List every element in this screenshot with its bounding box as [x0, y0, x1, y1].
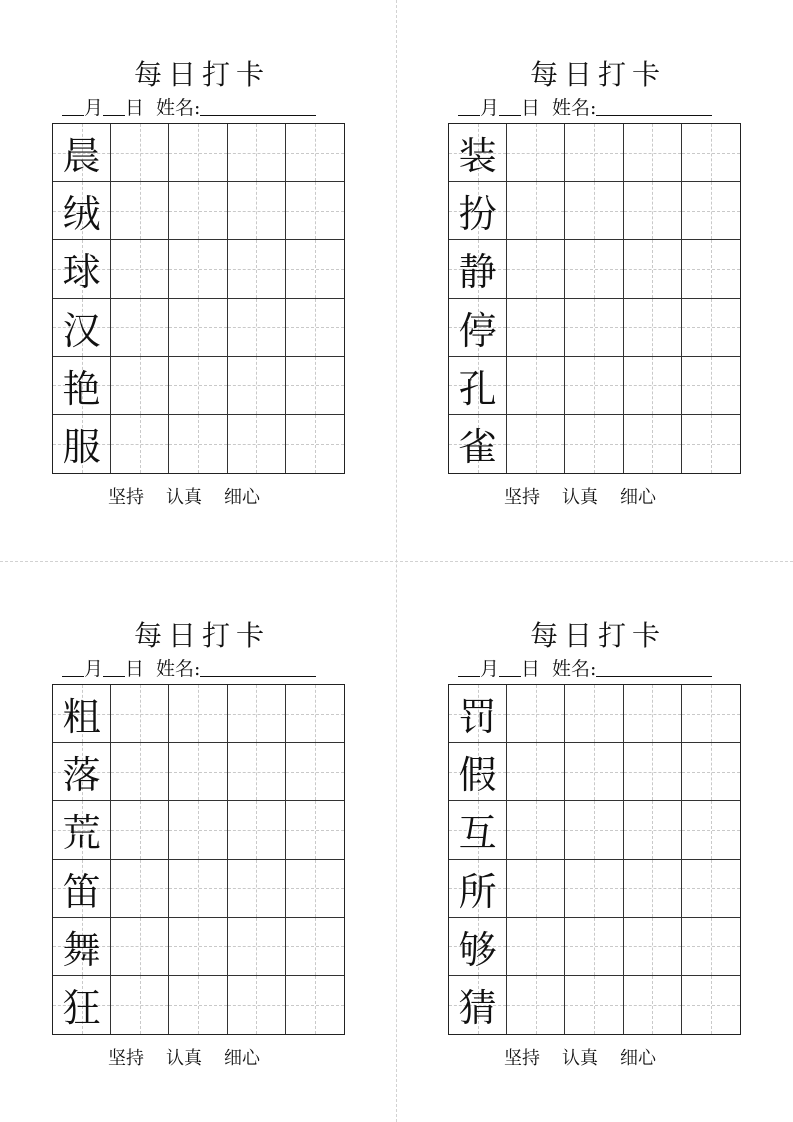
practice-cell[interactable]: [507, 918, 565, 976]
practice-cell[interactable]: [111, 801, 169, 859]
name-label: 姓名:: [552, 658, 597, 680]
practice-cell[interactable]: [624, 976, 682, 1034]
month-label: 月: [480, 97, 500, 119]
practice-cell[interactable]: [565, 801, 623, 859]
practice-cell[interactable]: [507, 685, 565, 743]
motto-word: 坚持: [504, 1048, 540, 1069]
practice-cell[interactable]: [286, 801, 344, 859]
motto-word: 认真: [562, 1048, 598, 1069]
model-character-cell: [449, 685, 507, 743]
practice-cell[interactable]: [507, 124, 565, 182]
practice-cell[interactable]: [507, 415, 565, 473]
practice-cell[interactable]: [624, 299, 682, 357]
practice-cell[interactable]: [286, 240, 344, 298]
practice-cell[interactable]: [565, 685, 623, 743]
motto-word: 细心: [620, 1048, 656, 1069]
practice-cell[interactable]: [286, 743, 344, 801]
practice-cell[interactable]: [682, 357, 740, 415]
month-blank[interactable]: [458, 95, 480, 116]
practice-cell[interactable]: [624, 743, 682, 801]
motto-word: 细心: [224, 487, 260, 508]
practice-cell[interactable]: [507, 240, 565, 298]
practice-cell[interactable]: [228, 743, 286, 801]
model-character: 笛: [62, 869, 101, 914]
checkin-card: [52, 57, 352, 517]
practice-cell[interactable]: [228, 685, 286, 743]
model-character: 绒: [62, 192, 101, 237]
practice-cell[interactable]: [565, 124, 623, 182]
model-character: 够: [458, 927, 497, 972]
motto-word: 坚持: [108, 487, 144, 508]
practice-cell[interactable]: [228, 860, 286, 918]
model-character: 晨: [62, 134, 101, 179]
model-character: 静: [458, 250, 497, 295]
model-character: 停: [458, 308, 497, 353]
motto-line: [108, 485, 348, 511]
month-blank[interactable]: [62, 656, 84, 677]
motto-line: [504, 1046, 744, 1072]
model-character-cell: [53, 801, 111, 859]
practice-cell[interactable]: [169, 918, 227, 976]
day-label: 日: [125, 658, 145, 680]
name-label: 姓名:: [552, 97, 597, 119]
practice-cell[interactable]: [111, 240, 169, 298]
model-character: 猜: [458, 986, 497, 1031]
card-title: 每日打卡: [529, 619, 666, 652]
checkin-card: [52, 618, 352, 1078]
practice-cell[interactable]: [169, 124, 227, 182]
practice-cell[interactable]: [111, 182, 169, 240]
practice-cell[interactable]: [111, 918, 169, 976]
model-character-cell: [53, 860, 111, 918]
practice-cell[interactable]: [169, 299, 227, 357]
motto-line: [108, 1046, 348, 1072]
motto-line: [504, 485, 744, 511]
practice-cell[interactable]: [624, 918, 682, 976]
model-character-cell: [449, 299, 507, 357]
practice-cell[interactable]: [286, 299, 344, 357]
model-character-cell: [449, 860, 507, 918]
practice-cell[interactable]: [169, 976, 227, 1034]
day-blank[interactable]: [499, 95, 521, 116]
practice-cell[interactable]: [682, 743, 740, 801]
model-character-cell: [449, 801, 507, 859]
practice-grid: [52, 684, 345, 1035]
model-character-cell: [53, 743, 111, 801]
practice-cell[interactable]: [169, 415, 227, 473]
model-character-cell: [449, 182, 507, 240]
practice-cell[interactable]: [507, 182, 565, 240]
name-label: 姓名:: [156, 658, 201, 680]
model-character: 孔: [458, 366, 497, 411]
practice-cell[interactable]: [286, 357, 344, 415]
practice-cell[interactable]: [111, 357, 169, 415]
model-character: 落: [62, 753, 101, 798]
model-character: 罚: [458, 695, 497, 740]
practice-cell[interactable]: [286, 918, 344, 976]
date-name-line: [62, 656, 354, 682]
model-character: 装: [458, 134, 497, 179]
month-blank[interactable]: [62, 95, 84, 116]
model-character: 服: [62, 425, 101, 470]
motto-word: 细心: [620, 487, 656, 508]
practice-cell[interactable]: [682, 976, 740, 1034]
practice-cell[interactable]: [624, 124, 682, 182]
practice-cell[interactable]: [111, 299, 169, 357]
practice-cell[interactable]: [565, 182, 623, 240]
practice-cell[interactable]: [111, 976, 169, 1034]
practice-cell[interactable]: [565, 415, 623, 473]
practice-cell[interactable]: [565, 240, 623, 298]
day-label: 日: [521, 658, 541, 680]
practice-cell[interactable]: [507, 743, 565, 801]
model-character-cell: [53, 299, 111, 357]
day-label: 日: [125, 97, 145, 119]
model-character-cell: [53, 685, 111, 743]
name-blank[interactable]: [596, 656, 712, 677]
model-character: 所: [458, 869, 497, 914]
practice-cell[interactable]: [682, 124, 740, 182]
practice-cell[interactable]: [507, 860, 565, 918]
model-character-cell: [449, 415, 507, 473]
model-character-cell: [449, 743, 507, 801]
date-name-line: [458, 95, 750, 121]
model-character-cell: [53, 124, 111, 182]
practice-cell[interactable]: [286, 415, 344, 473]
name-blank[interactable]: [200, 95, 316, 116]
model-character-cell: [449, 124, 507, 182]
date-name-line: [62, 95, 354, 121]
practice-cell[interactable]: [624, 860, 682, 918]
card-title: 每日打卡: [529, 58, 666, 91]
practice-cell[interactable]: [565, 860, 623, 918]
model-character-cell: [53, 357, 111, 415]
practice-cell[interactable]: [169, 685, 227, 743]
practice-cell[interactable]: [111, 685, 169, 743]
card-title: 每日打卡: [133, 619, 270, 652]
practice-cell[interactable]: [507, 357, 565, 415]
model-character: 荒: [62, 811, 101, 856]
practice-cell[interactable]: [286, 182, 344, 240]
model-character: 雀: [458, 425, 497, 470]
practice-cell[interactable]: [682, 299, 740, 357]
model-character-cell: [449, 240, 507, 298]
practice-cell[interactable]: [682, 182, 740, 240]
name-label: 姓名:: [156, 97, 201, 119]
practice-cell[interactable]: [111, 743, 169, 801]
day-label: 日: [521, 97, 541, 119]
checkin-card: [448, 57, 748, 517]
day-blank[interactable]: [103, 656, 125, 677]
practice-cell[interactable]: [624, 801, 682, 859]
practice-cell[interactable]: [507, 801, 565, 859]
practice-cell[interactable]: [169, 860, 227, 918]
practice-cell[interactable]: [169, 801, 227, 859]
model-character: 舞: [62, 927, 101, 972]
practice-cell[interactable]: [228, 299, 286, 357]
model-character-cell: [53, 182, 111, 240]
practice-cell[interactable]: [286, 124, 344, 182]
model-character: 艳: [62, 366, 101, 411]
practice-cell[interactable]: [228, 918, 286, 976]
practice-cell[interactable]: [228, 415, 286, 473]
model-character-cell: [53, 918, 111, 976]
practice-cell[interactable]: [682, 801, 740, 859]
practice-cell[interactable]: [286, 685, 344, 743]
motto-word: 认真: [166, 487, 202, 508]
practice-cell[interactable]: [565, 299, 623, 357]
model-character-cell: [53, 240, 111, 298]
horizontal-cut-line: [0, 561, 793, 562]
practice-cell[interactable]: [228, 801, 286, 859]
practice-cell[interactable]: [624, 415, 682, 473]
model-character-cell: [53, 976, 111, 1034]
practice-cell[interactable]: [228, 124, 286, 182]
motto-word: 认真: [562, 487, 598, 508]
model-character-cell: [53, 415, 111, 473]
model-character-cell: [449, 357, 507, 415]
model-character: 汉: [62, 308, 101, 353]
practice-cell[interactable]: [624, 357, 682, 415]
practice-cell[interactable]: [624, 240, 682, 298]
model-character: 狂: [62, 986, 101, 1031]
practice-cell[interactable]: [624, 182, 682, 240]
month-label: 月: [84, 658, 104, 680]
checkin-card: [448, 618, 748, 1078]
motto-word: 认真: [166, 1048, 202, 1069]
practice-cell[interactable]: [682, 415, 740, 473]
practice-cell[interactable]: [169, 357, 227, 415]
date-name-line: [458, 656, 750, 682]
practice-cell[interactable]: [565, 976, 623, 1034]
practice-cell[interactable]: [169, 182, 227, 240]
practice-grid: [448, 684, 741, 1035]
motto-word: 坚持: [108, 1048, 144, 1069]
card-title: 每日打卡: [133, 58, 270, 91]
practice-cell[interactable]: [507, 299, 565, 357]
practice-cell[interactable]: [682, 860, 740, 918]
month-blank[interactable]: [458, 656, 480, 677]
practice-cell[interactable]: [228, 240, 286, 298]
month-label: 月: [84, 97, 104, 119]
model-character: 假: [458, 753, 497, 798]
practice-cell[interactable]: [111, 415, 169, 473]
practice-grid: [448, 123, 741, 474]
practice-cell[interactable]: [565, 918, 623, 976]
practice-grid: [52, 123, 345, 474]
practice-cell[interactable]: [228, 182, 286, 240]
practice-cell[interactable]: [682, 918, 740, 976]
practice-cell[interactable]: [624, 685, 682, 743]
practice-cell[interactable]: [169, 743, 227, 801]
practice-cell[interactable]: [228, 976, 286, 1034]
practice-cell[interactable]: [111, 860, 169, 918]
practice-cell[interactable]: [286, 976, 344, 1034]
practice-cell[interactable]: [565, 743, 623, 801]
day-blank[interactable]: [499, 656, 521, 677]
name-blank[interactable]: [596, 95, 712, 116]
model-character: 球: [62, 250, 101, 295]
practice-cell[interactable]: [169, 240, 227, 298]
day-blank[interactable]: [103, 95, 125, 116]
practice-cell[interactable]: [228, 357, 286, 415]
practice-cell[interactable]: [507, 976, 565, 1034]
practice-cell[interactable]: [682, 685, 740, 743]
model-character: 粗: [62, 695, 101, 740]
practice-cell[interactable]: [682, 240, 740, 298]
motto-word: 坚持: [504, 487, 540, 508]
practice-cell[interactable]: [565, 357, 623, 415]
model-character: 扮: [458, 192, 497, 237]
name-blank[interactable]: [200, 656, 316, 677]
month-label: 月: [480, 658, 500, 680]
model-character: 互: [458, 811, 497, 856]
practice-cell[interactable]: [111, 124, 169, 182]
model-character-cell: [449, 918, 507, 976]
motto-word: 细心: [224, 1048, 260, 1069]
model-character-cell: [449, 976, 507, 1034]
practice-cell[interactable]: [286, 860, 344, 918]
